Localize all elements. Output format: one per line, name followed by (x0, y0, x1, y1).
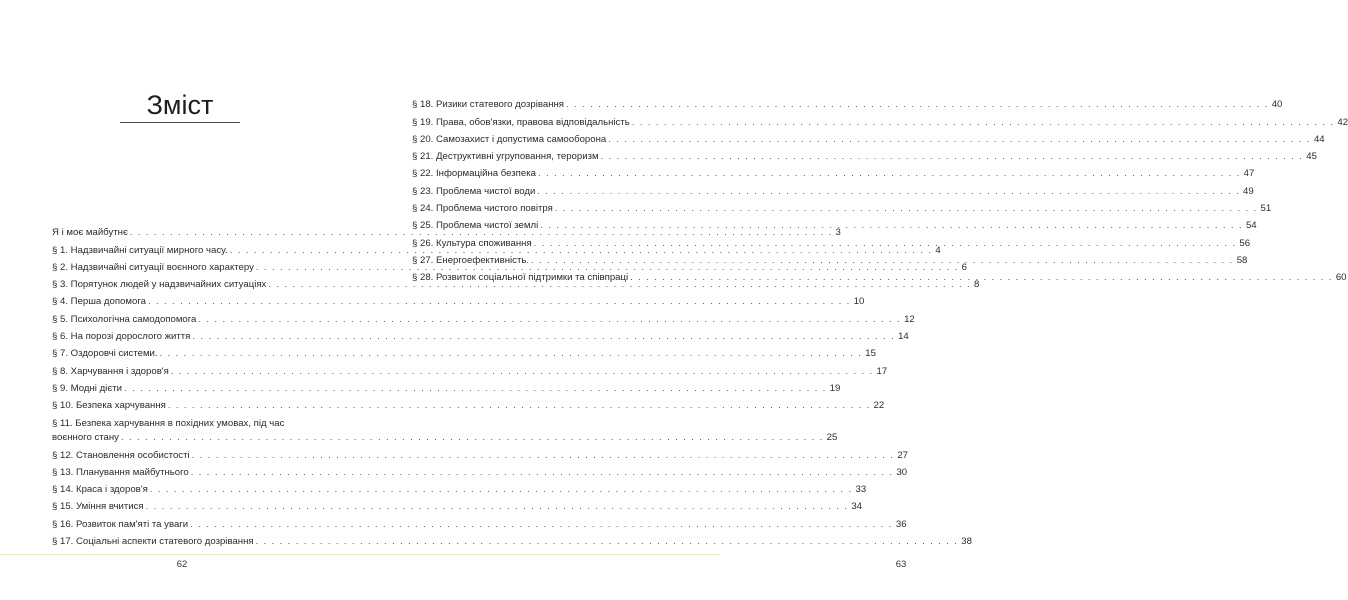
dot-leader (532, 238, 1240, 249)
dot-leader (536, 168, 1244, 179)
toc-entry-page: 56 (1239, 237, 1251, 249)
toc-entry[interactable] (52, 342, 876, 360)
toc-entry-title: § 12. Становлення особистості (52, 449, 190, 461)
toc-entry-page: 17 (876, 365, 888, 377)
toc-entry[interactable] (52, 411, 838, 444)
toc-entry-title: § 27. Енергоефективність. (412, 254, 529, 266)
toc-entry-title: § 20. Самозахист і допустима самооборона (412, 133, 607, 145)
toc-entry[interactable] (52, 377, 841, 394)
toc-entry-title: § 17. Соціальні аспекти статевого дозрівання (52, 536, 254, 548)
toc-entry-page: 45 (1306, 151, 1317, 163)
toc-entry-page: 44 (1313, 133, 1325, 145)
toc-entry-page: 40 (1271, 99, 1283, 111)
toc-entry-page: 22 (873, 400, 885, 412)
toc-entry[interactable] (52, 443, 908, 461)
page-number-right: 63 (895, 559, 907, 570)
toc-entry-page: 3 (835, 227, 841, 239)
toc-entry-title: § 9. Модні дієти (52, 382, 122, 394)
toc-entry-title: § 1. Надзвичайні ситуації мирного часу. (52, 244, 228, 256)
toc-entry-page: 58 (1236, 254, 1248, 266)
toc-entry[interactable] (412, 231, 1251, 249)
toc-entry-page: 15 (865, 348, 876, 360)
toc-entry-title: § 19. Права, обов'язки, правова відповідальність (412, 116, 630, 128)
toc-entry[interactable] (52, 290, 865, 308)
toc-entry-title: § 11. Безпека харчування в похідних умовах, під час (52, 417, 285, 429)
title-underline (120, 122, 240, 123)
page-title: Зміст (146, 90, 214, 120)
toc-entry[interactable] (412, 179, 1254, 197)
toc-entry-title: § 13. Планування майбутнього (52, 466, 189, 478)
dot-leader (628, 272, 1336, 283)
toc-entry-title: § 22. Інформаційна безпека (412, 168, 536, 180)
toc-entry-title: § 5. Психологічна самодопомога (52, 313, 197, 325)
dot-leader (535, 186, 1243, 197)
footer-rule (0, 554, 720, 555)
dot-leader (630, 117, 1338, 128)
toc-entry-page: 6 (961, 261, 967, 273)
toc-entry[interactable] (52, 495, 862, 513)
dot-leader (538, 220, 1246, 231)
dot-leader (553, 203, 1261, 214)
toc-entry[interactable] (52, 530, 972, 548)
toc-entry-page: 47 (1243, 168, 1255, 180)
toc-entry[interactable] (412, 128, 1325, 145)
toc-entry-title: § 21. Деструктивні угруповання, тероризм (412, 151, 599, 163)
toc-entry-title: § 23. Проблема чистої води (412, 185, 536, 197)
dot-leader (564, 99, 1272, 110)
toc-entry-title: § 26. Культура споживання (412, 237, 532, 249)
toc-entry[interactable] (52, 478, 867, 496)
toc-entry[interactable] (52, 394, 885, 412)
toc-entry-page: 8 (974, 279, 980, 291)
toc-entry-page: 42 (1337, 116, 1348, 128)
toc-entry[interactable] (412, 110, 1348, 128)
dot-leader (599, 151, 1307, 162)
toc-entry-title: § 4. Перша допомога (52, 296, 146, 308)
toc-entry-title: § 2. Надзвичайні ситуації воєнного характеру (52, 261, 254, 273)
toc-entry-page: 30 (896, 466, 908, 478)
toc-entry[interactable] (412, 162, 1255, 180)
toc-entry-title: § 15. Уміння вчитися (52, 501, 144, 513)
toc-entry-page: 27 (897, 449, 908, 461)
toc-entry-title: § 25. Проблема чистої землі (412, 220, 539, 232)
toc-entry-page: 14 (898, 331, 909, 343)
toc-entry[interactable] (52, 512, 907, 530)
toc-entry-page: 12 (904, 313, 915, 325)
toc-entry-title: § 24. Проблема чистого повітря (412, 203, 553, 215)
toc-entry-page: 49 (1243, 185, 1254, 197)
toc-entry[interactable] (412, 249, 1248, 266)
toc-entry[interactable] (412, 197, 1272, 215)
dot-leader (606, 134, 1314, 145)
toc-entry-page: 25 (826, 432, 838, 444)
toc-entry[interactable] (412, 266, 1347, 284)
toc-entry-title: § 28. Розвиток соціальної підтримки та співпраці (412, 272, 629, 284)
toc-entry-page: 34 (851, 501, 862, 513)
toc-entry-title: § 7. Оздоровчі системи. (52, 348, 158, 360)
toc-entry-title: § 6. На порозі дорослого життя (52, 331, 191, 343)
toc-entry-title: Я і моє майбутнє (52, 227, 128, 239)
toc-entry-title: § 16. Розвиток пам'яті та уваги (52, 518, 189, 530)
toc-entry[interactable] (412, 93, 1283, 111)
toc-entry-page: 10 (853, 296, 865, 308)
toc-entry[interactable] (52, 307, 915, 325)
toc-entry-page: 54 (1245, 220, 1257, 232)
toc-entry[interactable] (412, 214, 1257, 232)
dot-leader (529, 255, 1237, 266)
toc-entry-page: 33 (855, 484, 867, 496)
toc-entry-title: § 18. Ризики статевого дозрівання (412, 99, 564, 111)
toc-entry-title-continued: воєнного стану (52, 432, 119, 444)
toc-entry-page: 38 (961, 536, 972, 548)
toc-entry-title: § 8. Харчування і здоров'я (52, 365, 169, 377)
page-number-left: 62 (176, 559, 188, 570)
toc-entry-title: § 3. Порятунок людей у надзвичайних ситуаціях (52, 279, 267, 291)
toc-entry-page: 51 (1260, 203, 1272, 215)
toc-entry[interactable] (412, 145, 1317, 163)
toc-right-column (412, 93, 1348, 284)
toc-entry-page: 19 (829, 382, 841, 394)
toc-entry-page: 4 (935, 244, 941, 256)
toc-entry-page: 36 (895, 518, 907, 530)
toc-entry-page: 60 (1335, 272, 1347, 284)
toc-entry[interactable] (52, 325, 909, 343)
toc-entry[interactable] (52, 461, 908, 478)
toc-entry-title: § 14. Краса і здоров'я (52, 484, 148, 496)
toc-entry[interactable] (52, 359, 888, 377)
toc-entry-title: § 10. Безпека харчування (52, 400, 166, 412)
